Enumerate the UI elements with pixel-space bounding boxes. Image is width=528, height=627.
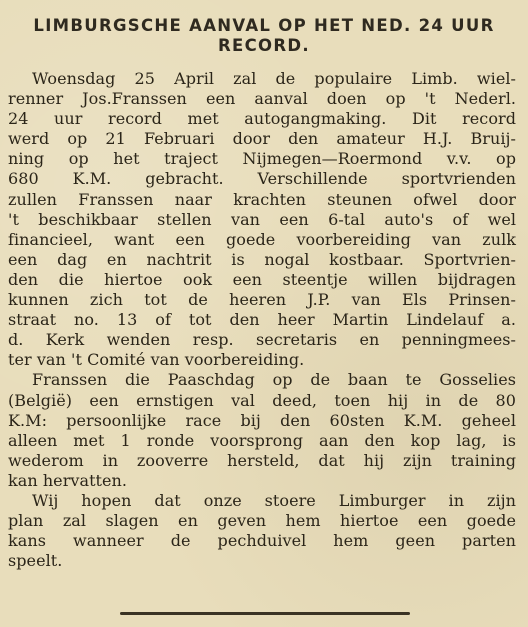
headline-line-1: LIMBURGSCHE AANVAL OP HET NED. 24 UUR [33,16,495,35]
article-line: kunnen zich tot de heeren J.P. van Els Prinsen- [8,290,516,310]
article-line: kan hervatten. [8,470,128,490]
article-line: 24 uur record met autogangmaking. Dit record [8,109,516,129]
article-line: kans wanneer de pechduivel hem geen parten [8,531,516,551]
article-line: Wij hopen dat onze stoere Limburger in zijn [32,490,516,510]
article-line: werd op 21 Februari door den amateur H.J. Bruij- [8,129,516,149]
article-line: speelt. [8,551,63,571]
article-line: ning op het traject Nijmegen—Roermond v.v. op [8,149,516,169]
headline [8,16,520,56]
closing-rule [120,612,410,615]
article-line: (België) een ernstigen val deed, toen hij in de 80 [8,390,516,410]
headline-line-2: RECORD. [218,36,310,55]
article-line: financieel, want een goede voorbereiding van zulk [8,229,516,249]
article-line: renner Jos.Franssen een aanval doen op 't Nederl. [8,89,516,109]
article-line: wederom in zooverre hersteld, dat hij zijn training [8,450,516,470]
article-line: d. Kerk wenden resp. secretaris en penningmees- [8,330,516,350]
article-line: Franssen die Paaschdag op de baan te Gosselies [32,370,516,390]
article-line: plan zal slagen en geven hem hiertoe een goede [8,511,516,531]
article-line: 680 K.M. gebracht. Verschillende sportvrienden [8,169,516,189]
article-line: straat no. 13 of tot den heer Martin Lindelauf a. [8,310,516,330]
article-line: 't beschikbaar stellen van een 6-tal auto's of wel [8,209,516,229]
article-line: Woensdag 25 April zal de populaire Limb. wiel- [32,69,516,88]
article-line: ter van 't Comité van voorbereiding. [8,350,305,370]
article-line: een dag en nachtrit is nogal kostbaar. Sportvrien- [8,249,516,269]
article-line: K.M: persoonlijke race bij den 60sten K.M. geheel [8,410,516,430]
article-line: den die hiertoe ook een steentje willen bijdragen [8,269,516,289]
article-body [8,69,516,571]
article-line: zullen Franssen naar krachten steunen ofwel door [8,189,516,209]
article-line: alleen met 1 ronde voorsprong aan den kop lag, is [8,430,516,450]
